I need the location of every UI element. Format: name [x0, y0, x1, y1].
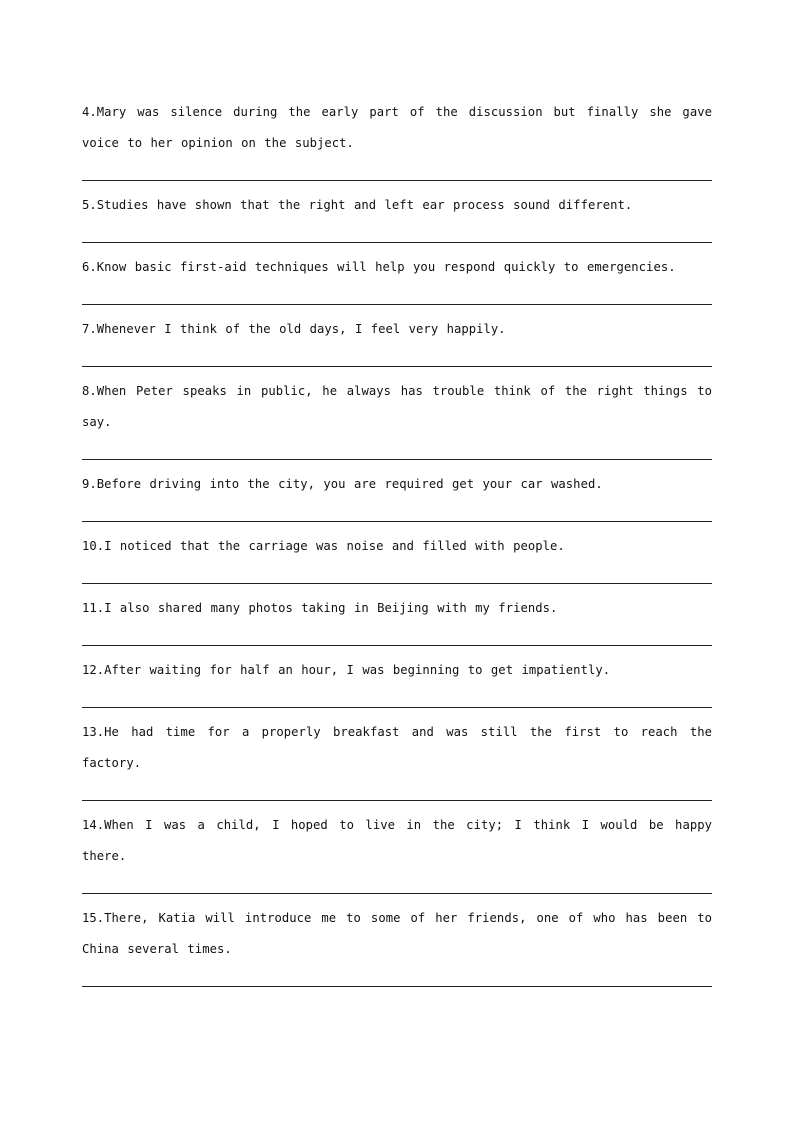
exercise-sentence: 8.When Peter speaks in public, he always has trouble think of the right things to say. [82, 384, 712, 429]
exercise-item-9 [82, 468, 712, 522]
exercise-sentence: 10.I noticed that the carriage was noise and filled with people. [82, 539, 565, 553]
exercise-item-8 [82, 375, 712, 460]
exercise-sentence: 13.He had time for a properly breakfast and was still the first to reach the factory. [82, 725, 712, 770]
answer-line [82, 986, 712, 987]
exercise-item-6 [82, 251, 712, 305]
answer-line [82, 366, 712, 367]
exercise-item-4 [82, 96, 712, 181]
exercise-sentence: 6.Know basic first-aid techniques will help you respond quickly to emergencies. [82, 260, 676, 274]
exercise-item-7 [82, 313, 712, 367]
exercise-item-15 [82, 902, 712, 987]
worksheet-page [82, 96, 712, 987]
exercise-sentence: 11.I also shared many photos taking in Beijing with my friends. [82, 601, 558, 615]
answer-line [82, 242, 712, 243]
exercise-sentence: 5.Studies have shown that the right and left ear process sound different. [82, 198, 633, 212]
exercise-sentence: 9.Before driving into the city, you are required get your car washed. [82, 477, 603, 491]
answer-line [82, 707, 712, 708]
exercise-sentence: 7.Whenever I think of the old days, I feel very happily. [82, 322, 506, 336]
answer-line [82, 583, 712, 584]
answer-line [82, 521, 712, 522]
exercise-item-13 [82, 716, 712, 801]
exercise-sentence: 14.When I was a child, I hoped to live in the city; I think I would be happy there. [82, 818, 712, 863]
exercise-item-14 [82, 809, 712, 894]
exercise-sentence: 4.Mary was silence during the early part of the discussion but finally she gave voice to her opinion on the subject. [82, 105, 712, 150]
exercise-item-10 [82, 530, 712, 584]
exercise-sentence: 12.After waiting for half an hour, I was beginning to get impatiently. [82, 663, 611, 677]
exercise-item-5 [82, 189, 712, 243]
answer-line [82, 180, 712, 181]
answer-line [82, 893, 712, 894]
exercise-item-12 [82, 654, 712, 708]
exercise-sentence: 15.There, Katia will introduce me to some of her friends, one of who has been to China several times. [82, 911, 712, 956]
exercise-item-11 [82, 592, 712, 646]
answer-line [82, 304, 712, 305]
answer-line [82, 800, 712, 801]
answer-line [82, 645, 712, 646]
answer-line [82, 459, 712, 460]
